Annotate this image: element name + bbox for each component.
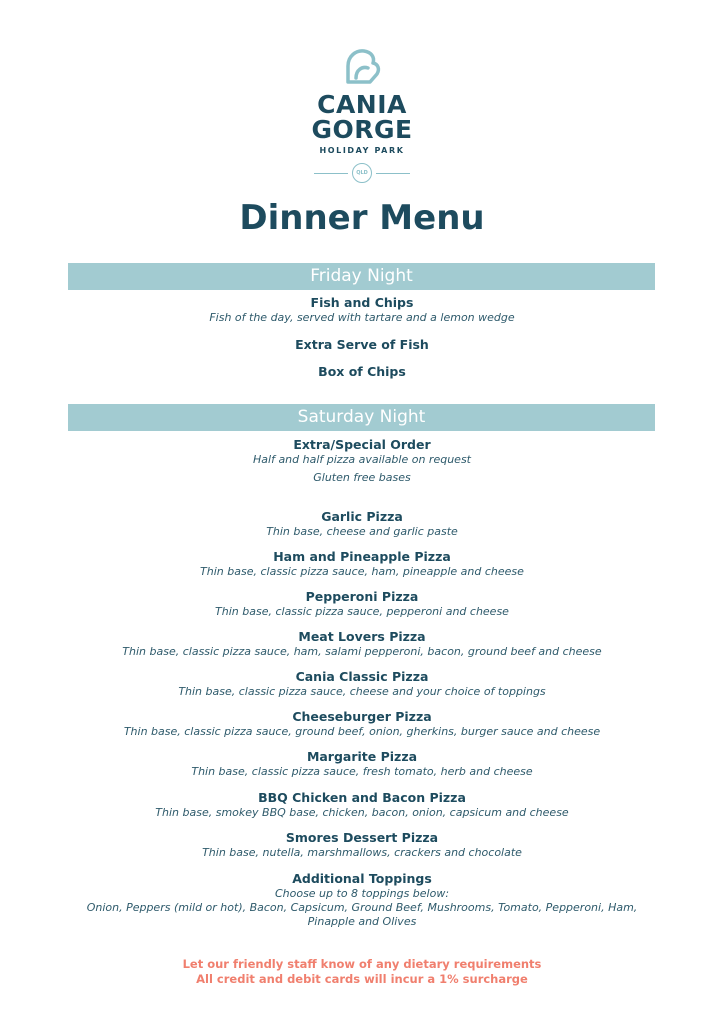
item-name: BBQ Chicken and Bacon Pizza bbox=[258, 790, 466, 805]
item-description: Thin base, classic pizza sauce, fresh tomato, herb and cheese bbox=[191, 765, 533, 778]
item-description: Fish of the day, served with tartare and a lemon wedge bbox=[209, 311, 515, 324]
menu-item bbox=[0, 749, 724, 779]
item-name: Cania Classic Pizza bbox=[295, 669, 429, 684]
menu-item bbox=[0, 830, 724, 860]
menu-item bbox=[0, 295, 724, 325]
footer-surcharge-note: All credit and debit cards will incur a 1% surcharge bbox=[196, 972, 528, 986]
item-description: Thin base, smokey BBQ base, chicken, bacon, onion, capsicum and cheese bbox=[155, 806, 569, 819]
menu-item bbox=[0, 629, 724, 659]
page-title: Dinner Menu bbox=[239, 198, 485, 238]
item-description: Half and half pizza available on request bbox=[253, 453, 471, 466]
item-name: Margarite Pizza bbox=[306, 749, 418, 764]
item-name: Meat Lovers Pizza bbox=[298, 629, 426, 644]
item-name: Ham and Pineapple Pizza bbox=[273, 549, 451, 564]
brand-name-line2: GORGE bbox=[311, 115, 413, 144]
menu-item bbox=[0, 437, 724, 485]
brand-subtitle: HOLIDAY PARK bbox=[319, 146, 405, 155]
divider bbox=[314, 173, 348, 174]
item-description: Thin base, classic pizza sauce, pepperoni and cheese bbox=[215, 605, 509, 618]
menu-item bbox=[0, 337, 724, 353]
item-name: Box of Chips bbox=[318, 364, 406, 379]
item-name: Extra Serve of Fish bbox=[295, 337, 429, 352]
item-name: Fish and Chips bbox=[310, 295, 414, 310]
menu-item bbox=[0, 709, 724, 739]
item-description: Thin base, cheese and garlic paste bbox=[266, 525, 458, 538]
item-name: Cheeseburger Pizza bbox=[292, 709, 432, 724]
menu-item bbox=[0, 589, 724, 619]
item-name: Smores Dessert Pizza bbox=[285, 830, 439, 845]
item-description: Thin base, nutella, marshmallows, crackers and chocolate bbox=[202, 846, 522, 859]
menu-item bbox=[0, 509, 724, 539]
item-name: Additional Toppings bbox=[292, 871, 432, 886]
menu-item bbox=[0, 871, 724, 929]
item-description: Choose up to 8 toppings below: bbox=[274, 887, 450, 900]
menu-item bbox=[0, 549, 724, 579]
item-name: Extra/Special Order bbox=[293, 437, 431, 452]
menu-item bbox=[0, 364, 724, 380]
menu-item bbox=[0, 790, 724, 820]
footer-dietary-note: Let our friendly staff know of any dietary requirements bbox=[182, 957, 542, 971]
item-description: Thin base, classic pizza sauce, ham, salami pepperoni, bacon, ground beef and cheese bbox=[122, 645, 602, 658]
item-name: Pepperoni Pizza bbox=[305, 589, 419, 604]
brand-name-line1: CANIA bbox=[317, 90, 407, 119]
item-description: Pinapple and Olives bbox=[307, 915, 417, 928]
item-description: Thin base, classic pizza sauce, ham, pineapple and cheese bbox=[200, 565, 524, 578]
divider bbox=[376, 173, 410, 174]
item-description: Gluten free bases bbox=[313, 471, 411, 484]
badge-row bbox=[0, 163, 724, 183]
menu-item bbox=[0, 669, 724, 699]
section-heading-friday: Friday Night bbox=[68, 263, 655, 290]
item-description: Thin base, classic pizza sauce, ground beef, onion, gherkins, burger sauce and cheese bbox=[123, 725, 601, 738]
item-description: Thin base, classic pizza sauce, cheese and your choice of toppings bbox=[178, 685, 546, 698]
section-heading-saturday: Saturday Night bbox=[68, 404, 655, 431]
state-badge: QLD bbox=[352, 163, 372, 183]
rock-formation-icon bbox=[342, 48, 382, 84]
item-name: Garlic Pizza bbox=[321, 509, 403, 524]
item-description: Onion, Peppers (mild or hot), Bacon, Capsicum, Ground Beef, Mushrooms, Tomato, Pepperoni, Ham, bbox=[86, 901, 638, 914]
logo bbox=[0, 48, 724, 183]
